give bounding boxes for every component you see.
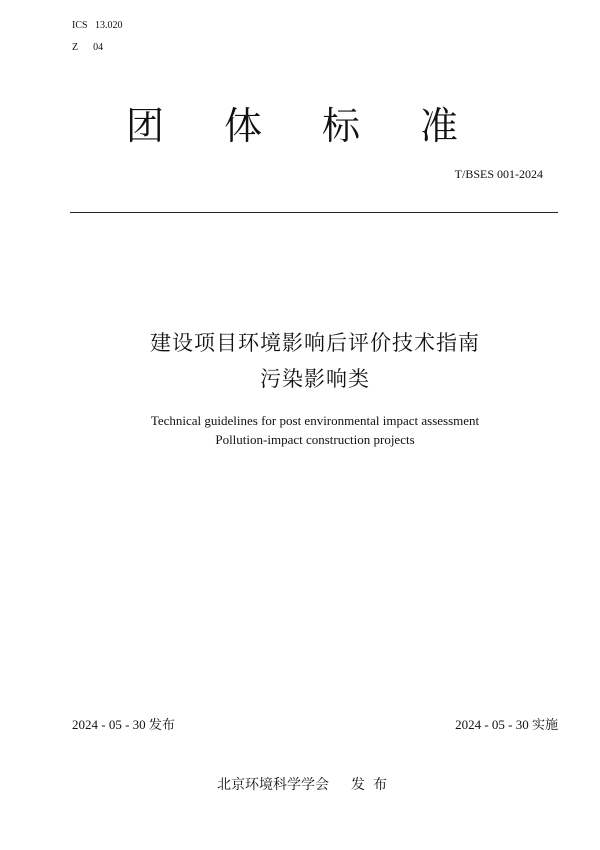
publisher-line xyxy=(0,775,600,795)
implementation-date: 2024 - 05 - 30 实施 xyxy=(455,717,558,732)
publisher-name: 北京环境科学学会 xyxy=(217,777,329,793)
english-title-line-2: Pollution-impact construction projects xyxy=(215,432,415,447)
chinese-title-line-2: 污染影响类 xyxy=(260,367,370,391)
standard-type-title: 团体标准 xyxy=(125,104,518,148)
ccs-code: Z 04 xyxy=(72,42,104,53)
standard-number: T/BSES 001-2024 xyxy=(454,167,543,181)
english-title-line-1: Technical guidelines for post environmental impact assessment xyxy=(150,413,480,428)
header-divider xyxy=(70,212,558,213)
chinese-title-line-1: 建设项目环境影响后评价技术指南 xyxy=(150,331,480,355)
ics-code: ICS 13.020 xyxy=(72,20,123,31)
issue-date: 2024 - 05 - 30 发布 xyxy=(72,717,175,732)
publisher-action: 发布 xyxy=(351,777,395,793)
